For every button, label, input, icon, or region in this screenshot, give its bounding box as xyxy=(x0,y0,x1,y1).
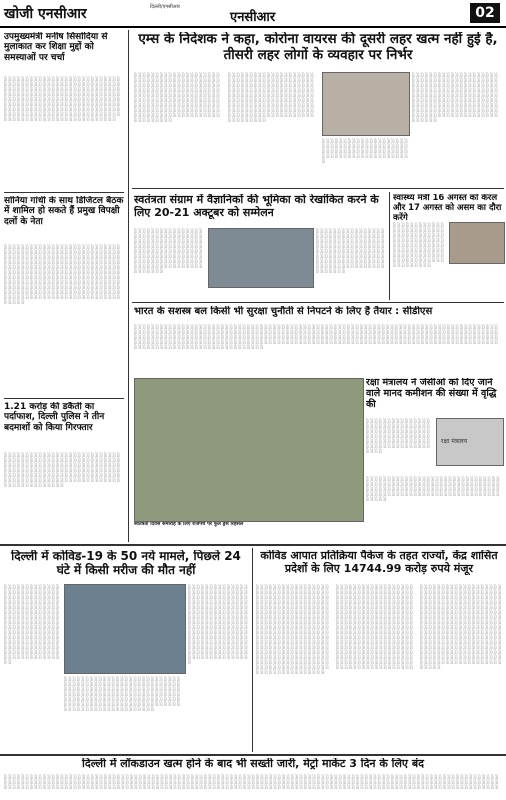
package-body-col2: ░ ░ ░ ░ ░ ░ ░ ░ ░ ░ ░ ░ ░ ░ ░ ░ ░ ░ ░ ░ ░ ░ ░ ░ ░ ░ ░ ░ ░ ░ ░ ░ ░ ░ ░ ░ ░ ░ ░ ░ ░ ░ ░ ░ ░ ░ ░ ░ ░ ░ ░ ░ ░ ░ ░ ░ ░ ░ ░ ░ ░ ░ ░ ░ ░ ░ ░ ░ ░ ░ ░ ░ ░ ░ ░ ░ ░ ░ ░ ░ ░ ░ ░ ░ ░ ░ ░ ░ ░ ░ ░ ░ ░ ░ ░ ░ ░ ░ ░ ░ ░ ░ ░ ░ ░ ░ ░ ░ ░ ░ ░ ░ ░ ░ ░ ░ ░ ░ ░ ░ ░ ░ ░ ░ ░ ░ ░ ░ ░ ░ ░ ░ ░ ░ ░ ░ ░ ░ ░ ░ ░ ░ ░ ░ ░ ░ ░ ░ ░ ░ ░ ░ ░ ░ ░ ░ ░ ░ ░ ░ ░ ░ ░ ░ ░ ░ ░ ░ ░ ░ ░ ░ ░ ░ ░ ░ ░ ░ ░ ░ ░ ░ ░ ░ ░ ░ ░ ░ ░ ░ ░ ░ ░ ░ ░ ░ ░ ░ ░ ░ ░ ░ ░ ░ ░ ░ ░ ░ ░ ░ ░ ░ ░ ░ ░ ░ ░ ░ ░ ░ ░ ░ ░ ░ ░ ░ ░ ░ ░ ░ ░ ░ ░ ░ ░ ░ ░ ░ ░ ░ ░ ░ ░ ░ ░ ░ ░ ░ ░ ░ ░ ░ ░ ░ ░ ░ ░ ░ ░ ░ ░ ░ ░ ░ ░ ░ ░ ░ ░ ░ ░ ░ ░ ░ ░ ░ ░ ░ ░ ░ ░ ░ ░ ░ ░ ░ ░ ░ ░ ░ ░ ░ ░ ░ ░ ░ ░ ░ ░ ░ ░ ░ ░ ░ ░ ░ xyxy=(336,584,413,669)
lead-body-col1: ░ ░ ░ ░ ░ ░ ░ ░ ░ ░ ░ ░ ░ ░ ░ ░ ░ ░ ░ ░ ░ ░ ░ ░ ░ ░ ░ ░ ░ ░ ░ ░ ░ ░ ░ ░ ░ ░ ░ ░ ░ ░ ░ ░ ░ ░ ░ ░ ░ ░ ░ ░ ░ ░ ░ ░ ░ ░ ░ ░ ░ ░ ░ ░ ░ ░ ░ ░ ░ ░ ░ ░ ░ ░ ░ ░ ░ ░ ░ ░ ░ ░ ░ ░ ░ ░ ░ ░ ░ ░ ░ ░ ░ ░ ░ ░ ░ ░ ░ ░ ░ ░ ░ ░ ░ ░ ░ ░ ░ ░ ░ ░ ░ ░ ░ ░ ░ ░ ░ ░ ░ ░ ░ ░ ░ ░ ░ ░ ░ ░ ░ ░ ░ ░ ░ ░ ░ ░ ░ ░ ░ ░ ░ ░ ░ ░ ░ ░ ░ ░ ░ ░ ░ ░ ░ ░ ░ ░ ░ ░ ░ ░ ░ ░ ░ ░ ░ ░ ░ ░ ░ ░ ░ ░ ░ ░ ░ ░ ░ ░ ░ ░ ░ ░ ░ ░ ░ ░ ░ xyxy=(134,72,220,122)
package-body-col1: ░ ░ ░ ░ ░ ░ ░ ░ ░ ░ ░ ░ ░ ░ ░ ░ ░ ░ ░ ░ ░ ░ ░ ░ ░ ░ ░ ░ ░ ░ ░ ░ ░ ░ ░ ░ ░ ░ ░ ░ ░ ░ ░ ░ ░ ░ ░ ░ ░ ░ ░ ░ ░ ░ ░ ░ ░ ░ ░ ░ ░ ░ ░ ░ ░ ░ ░ ░ ░ ░ ░ ░ ░ ░ ░ ░ ░ ░ ░ ░ ░ ░ ░ ░ ░ ░ ░ ░ ░ ░ ░ ░ ░ ░ ░ ░ ░ ░ ░ ░ ░ ░ ░ ░ ░ ░ ░ ░ ░ ░ ░ ░ ░ ░ ░ ░ ░ ░ ░ ░ ░ ░ ░ ░ ░ ░ ░ ░ ░ ░ ░ ░ ░ ░ ░ ░ ░ ░ ░ ░ ░ ░ ░ ░ ░ ░ ░ ░ ░ ░ ░ ░ ░ ░ ░ ░ ░ ░ ░ ░ ░ ░ ░ ░ ░ ░ ░ ░ ░ ░ ░ ░ ░ ░ ░ ░ ░ ░ ░ ░ ░ ░ ░ ░ ░ ░ ░ ░ ░ ░ ░ ░ ░ ░ ░ ░ ░ ░ ░ ░ ░ ░ ░ ░ ░ ░ ░ ░ ░ ░ ░ ░ ░ ░ ░ ░ ░ ░ ░ ░ ░ ░ ░ ░ ░ ░ ░ ░ ░ ░ ░ ░ ░ ░ ░ ░ ░ ░ ░ ░ ░ ░ ░ ░ ░ ░ ░ ░ ░ ░ ░ ░ ░ ░ ░ ░ ░ ░ ░ ░ ░ ░ ░ ░ ░ ░ ░ ░ ░ ░ ░ ░ ░ ░ ░ ░ ░ ░ ░ ░ ░ ░ ░ ░ ░ ░ ░ ░ ░ ░ ░ ░ ░ ░ ░ ░ ░ ░ ░ ░ ░ ░ ░ ░ ░ xyxy=(256,584,329,674)
health-minister-body: ░ ░ ░ ░ ░ ░ ░ ░ ░ ░ ░ ░ ░ ░ ░ ░ ░ ░ ░ ░ ░ ░ ░ ░ ░ ░ ░ ░ ░ ░ ░ ░ ░ ░ ░ ░ ░ ░ ░ ░ ░ ░ ░ ░ ░ ░ ░ ░ ░ ░ ░ ░ ░ ░ ░ ░ ░ ░ ░ ░ ░ ░ ░ ░ ░ ░ ░ ░ ░ ░ ░ ░ ░ ░ ░ ░ ░ ░ ░ ░ ░ ░ ░ ░ ░ ░ ░ ░ ░ ░ ░ ░ ░ ░ ░ ░ ░ ░ ░ ░ ░ ░ ░ ░ ░ xyxy=(393,222,444,267)
page-number: 02 xyxy=(470,3,500,23)
defence-body-lower: ░ ░ ░ ░ ░ ░ ░ ░ ░ ░ ░ ░ ░ ░ ░ ░ ░ ░ ░ ░ ░ ░ ░ ░ ░ ░ ░ ░ ░ ░ ░ ░ ░ ░ ░ ░ ░ ░ ░ ░ ░ ░ ░ ░ ░ ░ ░ ░ ░ ░ ░ ░ ░ ░ ░ ░ ░ ░ ░ ░ ░ ░ ░ ░ ░ ░ ░ ░ ░ ░ ░ ░ ░ ░ ░ ░ ░ ░ ░ ░ ░ ░ ░ ░ ░ ░ ░ ░ ░ ░ ░ ░ ░ ░ ░ ░ ░ ░ ░ ░ ░ ░ ░ ░ ░ ░ ░ ░ ░ ░ ░ ░ ░ ░ ░ ░ ░ ░ ░ ░ ░ ░ ░ ░ ░ ░ ░ ░ ░ xyxy=(366,476,500,501)
health-minister-headline: स्वास्थ्य मंत्री 16 अगस्त को केरल और 17 अगस्त को असम का दौरा करेंगे xyxy=(393,194,502,223)
divider xyxy=(0,754,506,756)
left-story2-body: ░ ░ ░ ░ ░ ░ ░ ░ ░ ░ ░ ░ ░ ░ ░ ░ ░ ░ ░ ░ ░ ░ ░ ░ ░ ░ ░ ░ ░ ░ ░ ░ ░ ░ ░ ░ ░ ░ ░ ░ ░ ░ ░ ░ ░ ░ ░ ░ ░ ░ ░ ░ ░ ░ ░ ░ ░ ░ ░ ░ ░ ░ ░ ░ ░ ░ ░ ░ ░ ░ ░ ░ ░ ░ ░ ░ ░ ░ ░ ░ ░ ░ ░ ░ ░ ░ ░ ░ ░ ░ ░ ░ ░ ░ ░ ░ ░ ░ ░ ░ ░ ░ ░ ░ ░ ░ ░ ░ ░ ░ ░ ░ ░ ░ ░ ░ ░ ░ ░ ░ ░ ░ ░ ░ ░ ░ ░ ░ ░ ░ ░ ░ ░ ░ ░ ░ ░ ░ ░ ░ ░ ░ ░ ░ ░ ░ ░ ░ ░ ░ ░ ░ ░ ░ ░ ░ ░ ░ ░ ░ ░ ░ ░ ░ ░ ░ ░ ░ ░ ░ ░ ░ ░ ░ ░ ░ ░ ░ ░ ░ ░ ░ ░ ░ ░ ░ ░ ░ ░ ░ ░ ░ ░ ░ ░ ░ ░ ░ ░ ░ ░ ░ ░ ░ ░ ░ ░ ░ ░ ░ ░ ░ ░ ░ ░ ░ ░ ░ ░ ░ ░ ░ ░ ░ ░ ░ ░ ░ ░ ░ ░ ░ ░ ░ ░ ░ ░ ░ ░ ░ ░ ░ ░ ░ ░ ░ ░ ░ ░ ░ ░ ░ ░ ░ ░ ░ ░ ░ ░ ░ ░ ░ ░ ░ ░ ░ ░ ░ ░ ░ ░ ░ ░ ░ ░ ░ ░ ░ ░ ░ ░ ░ ░ ░ ░ ░ ░ ░ ░ ░ ░ ░ ░ ░ ░ ░ ░ ░ ░ ░ ░ ░ xyxy=(4,244,121,304)
left-story3-body: ░ ░ ░ ░ ░ ░ ░ ░ ░ ░ ░ ░ ░ ░ ░ ░ ░ ░ ░ ░ ░ ░ ░ ░ ░ ░ ░ ░ ░ ░ ░ ░ ░ ░ ░ ░ ░ ░ ░ ░ ░ ░ ░ ░ ░ ░ ░ ░ ░ ░ ░ ░ ░ ░ ░ ░ ░ ░ ░ ░ ░ ░ ░ ░ ░ ░ ░ ░ ░ ░ ░ ░ ░ ░ ░ ░ ░ ░ ░ ░ ░ ░ ░ ░ ░ ░ ░ ░ ░ ░ ░ ░ ░ ░ ░ ░ ░ ░ ░ ░ ░ ░ ░ ░ ░ ░ ░ ░ ░ ░ ░ ░ ░ ░ ░ ░ ░ ░ ░ ░ ░ ░ ░ ░ ░ ░ ░ ░ ░ ░ ░ ░ ░ ░ ░ ░ ░ ░ ░ ░ ░ ░ ░ ░ ░ ░ ░ ░ ░ ░ ░ ░ ░ ░ ░ ░ ░ ░ ░ ░ ░ ░ ░ ░ ░ ░ ░ ░ ░ ░ ░ ░ ░ ░ ░ ░ xyxy=(4,452,121,487)
divider xyxy=(0,544,506,546)
package-body-col3: ░ ░ ░ ░ ░ ░ ░ ░ ░ ░ ░ ░ ░ ░ ░ ░ ░ ░ ░ ░ ░ ░ ░ ░ ░ ░ ░ ░ ░ ░ ░ ░ ░ ░ ░ ░ ░ ░ ░ ░ ░ ░ ░ ░ ░ ░ ░ ░ ░ ░ ░ ░ ░ ░ ░ ░ ░ ░ ░ ░ ░ ░ ░ ░ ░ ░ ░ ░ ░ ░ ░ ░ ░ ░ ░ ░ ░ ░ ░ ░ ░ ░ ░ ░ ░ ░ ░ ░ ░ ░ ░ ░ ░ ░ ░ ░ ░ ░ ░ ░ ░ ░ ░ ░ ░ ░ ░ ░ ░ ░ ░ ░ ░ ░ ░ ░ ░ ░ ░ ░ ░ ░ ░ ░ ░ ░ ░ ░ ░ ░ ░ ░ ░ ░ ░ ░ ░ ░ ░ ░ ░ ░ ░ ░ ░ ░ ░ ░ ░ ░ ░ ░ ░ ░ ░ ░ ░ ░ ░ ░ ░ ░ ░ ░ ░ ░ ░ ░ ░ ░ ░ ░ ░ ░ ░ ░ ░ ░ ░ ░ ░ ░ ░ ░ ░ ░ ░ ░ ░ ░ ░ ░ ░ ░ ░ ░ ░ ░ ░ ░ ░ ░ ░ ░ ░ ░ ░ ░ ░ ░ ░ ░ ░ ░ ░ ░ ░ ░ ░ ░ ░ ░ ░ ░ ░ ░ ░ ░ ░ ░ ░ ░ ░ ░ ░ ░ ░ ░ ░ ░ ░ ░ ░ ░ ░ ░ ░ ░ ░ ░ ░ ░ ░ ░ ░ ░ ░ ░ ░ ░ ░ ░ ░ ░ ░ ░ ░ ░ ░ ░ ░ ░ ░ ░ ░ ░ ░ ░ ░ ░ ░ ░ ░ ░ ░ ░ ░ ░ ░ ░ ░ ░ ░ ░ ░ ░ ░ ░ ░ ░ ░ ░ ░ ░ ░ ░ ░ ░ ░ xyxy=(420,584,502,669)
delhi-covid-body-col2: ░ ░ ░ ░ ░ ░ ░ ░ ░ ░ ░ ░ ░ ░ ░ ░ ░ ░ ░ ░ ░ ░ ░ ░ ░ ░ ░ ░ ░ ░ ░ ░ ░ ░ ░ ░ ░ ░ ░ ░ ░ ░ ░ ░ ░ ░ ░ ░ ░ ░ ░ ░ ░ ░ ░ ░ ░ ░ ░ ░ ░ ░ ░ ░ ░ ░ ░ ░ ░ ░ ░ ░ ░ ░ ░ ░ ░ ░ ░ ░ ░ ░ ░ ░ ░ ░ ░ ░ ░ ░ ░ ░ ░ ░ ░ ░ ░ ░ ░ ░ ░ ░ ░ ░ ░ ░ ░ ░ ░ ░ ░ ░ ░ ░ ░ ░ ░ ░ ░ ░ ░ ░ ░ ░ ░ ░ ░ ░ ░ ░ ░ ░ ░ ░ ░ ░ ░ ░ ░ ░ ░ ░ ░ ░ ░ ░ ░ ░ ░ ░ ░ ░ ░ ░ ░ ░ ░ ░ ░ ░ ░ ░ ░ ░ ░ ░ ░ ░ ░ ░ ░ ░ ░ ░ ░ ░ ░ ░ ░ ░ ░ ░ ░ xyxy=(64,676,181,711)
left-story3-headline: 1.21 करोड़ की डकैती का पर्दाफाश, दिल्ली पुलिस ने तीन बदमाशों को किया गिरफ्तार xyxy=(4,402,105,433)
section-title: एनसीआर xyxy=(230,10,276,25)
lead-body-col3: ░ ░ ░ ░ ░ ░ ░ ░ ░ ░ ░ ░ ░ ░ ░ ░ ░ ░ ░ ░ ░ ░ ░ ░ ░ ░ ░ ░ ░ ░ ░ ░ ░ ░ ░ ░ ░ ░ ░ ░ ░ ░ ░ ░ ░ ░ ░ ░ ░ ░ ░ ░ ░ ░ ░ ░ ░ ░ ░ ░ ░ ░ ░ ░ ░ ░ ░ ░ ░ ░ ░ ░ ░ ░ ░ ░ ░ ░ ░ ░ ░ xyxy=(322,138,408,163)
defence-photo-text: रक्षा मंत्रालय xyxy=(441,438,468,445)
delhi-covid-photo xyxy=(64,584,186,674)
lead-headline: एम्स के निदेशक ने कहा, कोरोना वायरस की दूसरी लहर खत्म नहीं हुई है, तीसरी लहर लोगों के व्यवहार पर निर्भर xyxy=(138,32,498,63)
science-body-col2: ░ ░ ░ ░ ░ ░ ░ ░ ░ ░ ░ ░ ░ ░ ░ ░ ░ ░ ░ ░ ░ ░ ░ ░ ░ ░ ░ ░ ░ ░ ░ ░ ░ ░ ░ ░ ░ ░ ░ ░ ░ ░ ░ ░ ░ ░ ░ ░ ░ ░ ░ ░ ░ ░ ░ ░ ░ ░ ░ ░ ░ ░ ░ ░ ░ ░ ░ ░ ░ ░ ░ ░ ░ ░ ░ ░ ░ ░ ░ ░ ░ ░ ░ ░ ░ ░ ░ ░ ░ ░ ░ ░ ░ ░ ░ ░ ░ ░ ░ ░ ░ ░ ░ ░ ░ ░ ░ ░ ░ ░ ░ ░ ░ ░ ░ ░ ░ ░ ░ ░ ░ ░ ░ ░ ░ ░ ░ ░ ░ ░ ░ ░ ░ ░ ░ xyxy=(316,228,385,273)
divider xyxy=(4,398,124,399)
column-rule xyxy=(389,192,390,300)
lead-body-col2: ░ ░ ░ ░ ░ ░ ░ ░ ░ ░ ░ ░ ░ ░ ░ ░ ░ ░ ░ ░ ░ ░ ░ ░ ░ ░ ░ ░ ░ ░ ░ ░ ░ ░ ░ ░ ░ ░ ░ ░ ░ ░ ░ ░ ░ ░ ░ ░ ░ ░ ░ ░ ░ ░ ░ ░ ░ ░ ░ ░ ░ ░ ░ ░ ░ ░ ░ ░ ░ ░ ░ ░ ░ ░ ░ ░ ░ ░ ░ ░ ░ ░ ░ ░ ░ ░ ░ ░ ░ ░ ░ ░ ░ ░ ░ ░ ░ ░ ░ ░ ░ ░ ░ ░ ░ ░ ░ ░ ░ ░ ░ ░ ░ ░ ░ ░ ░ ░ ░ ░ ░ ░ ░ ░ ░ ░ ░ ░ ░ ░ ░ ░ ░ ░ ░ ░ ░ ░ ░ ░ ░ ░ ░ ░ ░ ░ ░ ░ ░ ░ ░ ░ ░ ░ ░ ░ ░ ░ ░ ░ ░ ░ ░ ░ ░ ░ ░ ░ ░ ░ ░ ░ ░ ░ ░ ░ ░ ░ ░ ░ ░ ░ ░ ░ ░ ░ ░ ░ ░ xyxy=(228,72,314,122)
left-story2-headline: सोनिया गांधी के साथ डिजिटल बैठक में शामिल हो सकते हैं प्रमुख विपक्षी दलों के नेता xyxy=(4,196,124,227)
left-story1-body: ░ ░ ░ ░ ░ ░ ░ ░ ░ ░ ░ ░ ░ ░ ░ ░ ░ ░ ░ ░ ░ ░ ░ ░ ░ ░ ░ ░ ░ ░ ░ ░ ░ ░ ░ ░ ░ ░ ░ ░ ░ ░ ░ ░ ░ ░ ░ ░ ░ ░ ░ ░ ░ ░ ░ ░ ░ ░ ░ ░ ░ ░ ░ ░ ░ ░ ░ ░ ░ ░ ░ ░ ░ ░ ░ ░ ░ ░ ░ ░ ░ ░ ░ ░ ░ ░ ░ ░ ░ ░ ░ ░ ░ ░ ░ ░ ░ ░ ░ ░ ░ ░ ░ ░ ░ ░ ░ ░ ░ ░ ░ ░ ░ ░ ░ ░ ░ ░ ░ ░ ░ ░ ░ ░ ░ ░ ░ ░ ░ ░ ░ ░ ░ ░ ░ ░ ░ ░ ░ ░ ░ ░ ░ ░ ░ ░ ░ ░ ░ ░ ░ ░ ░ ░ ░ ░ ░ ░ ░ ░ ░ ░ ░ ░ ░ ░ ░ ░ ░ ░ ░ ░ ░ ░ ░ ░ ░ ░ ░ ░ ░ ░ ░ ░ ░ ░ ░ ░ ░ ░ ░ ░ ░ ░ ░ ░ ░ ░ ░ ░ ░ ░ ░ ░ ░ ░ ░ ░ ░ ░ ░ ░ ░ ░ ░ ░ ░ ░ ░ ░ ░ ░ ░ ░ ░ ░ ░ ░ ░ ░ ░ ░ ░ ░ ░ ░ ░ ░ ░ ░ ░ ░ xyxy=(4,76,121,121)
divider xyxy=(132,302,504,303)
masthead-title: खोजी एनसीआर xyxy=(4,6,87,22)
science-body-col1: ░ ░ ░ ░ ░ ░ ░ ░ ░ ░ ░ ░ ░ ░ ░ ░ ░ ░ ░ ░ ░ ░ ░ ░ ░ ░ ░ ░ ░ ░ ░ ░ ░ ░ ░ ░ ░ ░ ░ ░ ░ ░ ░ ░ ░ ░ ░ ░ ░ ░ ░ ░ ░ ░ ░ ░ ░ ░ ░ ░ ░ ░ ░ ░ ░ ░ ░ ░ ░ ░ ░ ░ ░ ░ ░ ░ ░ ░ ░ ░ ░ ░ ░ ░ ░ ░ ░ ░ ░ ░ ░ ░ ░ ░ ░ ░ ░ ░ ░ ░ ░ ░ ░ ░ ░ ░ ░ ░ ░ ░ ░ ░ ░ ░ ░ ░ ░ ░ ░ ░ ░ ░ ░ ░ ░ ░ ░ ░ ░ ░ ░ ░ ░ ░ ░ xyxy=(134,228,203,273)
delhi-covid-body-col1: ░ ░ ░ ░ ░ ░ ░ ░ ░ ░ ░ ░ ░ ░ ░ ░ ░ ░ ░ ░ ░ ░ ░ ░ ░ ░ ░ ░ ░ ░ ░ ░ ░ ░ ░ ░ ░ ░ ░ ░ ░ ░ ░ ░ ░ ░ ░ ░ ░ ░ ░ ░ ░ ░ ░ ░ ░ ░ ░ ░ ░ ░ ░ ░ ░ ░ ░ ░ ░ ░ ░ ░ ░ ░ ░ ░ ░ ░ ░ ░ ░ ░ ░ ░ ░ ░ ░ ░ ░ ░ ░ ░ ░ ░ ░ ░ ░ ░ ░ ░ ░ ░ ░ ░ ░ ░ ░ ░ ░ ░ ░ ░ ░ ░ ░ ░ ░ ░ ░ ░ ░ ░ ░ ░ ░ ░ ░ ░ ░ ░ ░ ░ ░ ░ ░ ░ ░ ░ ░ ░ ░ ░ ░ ░ ░ ░ ░ ░ ░ ░ ░ ░ ░ ░ ░ ░ ░ ░ ░ ░ ░ ░ ░ ░ ░ ░ ░ ░ ░ ░ ░ ░ ░ ░ ░ ░ ░ ░ ░ ░ ░ ░ ░ ░ ░ ░ ░ ░ ░ ░ ░ ░ ░ ░ ░ ░ ░ xyxy=(4,584,60,664)
delhi-covid-headline: दिल्ली में कोविड-19 के 50 नये मामले, पिछले 24 घंटे में किसी मरीज की मौत नहीं xyxy=(11,550,241,577)
package-headline: कोविड आपात प्रतिक्रिया पैकेज के तहत राज्यों, केंद्र शासित प्रदेशों के लिए 14744.99 करोड़ रुपये मंजूर xyxy=(260,550,498,575)
divider xyxy=(132,188,504,189)
lead-body-col4: ░ ░ ░ ░ ░ ░ ░ ░ ░ ░ ░ ░ ░ ░ ░ ░ ░ ░ ░ ░ ░ ░ ░ ░ ░ ░ ░ ░ ░ ░ ░ ░ ░ ░ ░ ░ ░ ░ ░ ░ ░ ░ ░ ░ ░ ░ ░ ░ ░ ░ ░ ░ ░ ░ ░ ░ ░ ░ ░ ░ ░ ░ ░ ░ ░ ░ ░ ░ ░ ░ ░ ░ ░ ░ ░ ░ ░ ░ ░ ░ ░ ░ ░ ░ ░ ░ ░ ░ ░ ░ ░ ░ ░ ░ ░ ░ ░ ░ ░ ░ ░ ░ ░ ░ ░ ░ ░ ░ ░ ░ ░ ░ ░ ░ ░ ░ ░ ░ ░ ░ ░ ░ ░ ░ ░ ░ ░ ░ ░ ░ ░ ░ ░ ░ ░ ░ ░ ░ ░ ░ ░ ░ ░ ░ ░ ░ ░ ░ ░ ░ ░ ░ ░ ░ ░ ░ ░ ░ ░ ░ ░ ░ ░ ░ ░ ░ ░ ░ ░ ░ ░ ░ ░ ░ ░ ░ ░ ░ ░ ░ ░ ░ ░ ░ ░ ░ xyxy=(412,72,498,122)
left-story1-headline: उपमुख्यमंत्री मनीष सिसोदिया से मुलाकात कर शिक्षा मुद्दों को समस्याओं पर चर्चा xyxy=(4,32,108,63)
lockdown-headline: दिल्ली में लॉकडाउन खत्म होने के बाद भी सख्ती जारी, मेट्रो मार्केट 3 दिन के लिए बंद xyxy=(82,758,424,770)
cds-body: ░ ░ ░ ░ ░ ░ ░ ░ ░ ░ ░ ░ ░ ░ ░ ░ ░ ░ ░ ░ ░ ░ ░ ░ ░ ░ ░ ░ ░ ░ ░ ░ ░ ░ ░ ░ ░ ░ ░ ░ ░ ░ ░ ░ ░ ░ ░ ░ ░ ░ ░ ░ ░ ░ ░ ░ ░ ░ ░ ░ ░ ░ ░ ░ ░ ░ ░ ░ ░ ░ ░ ░ ░ ░ ░ ░ ░ ░ ░ ░ ░ ░ ░ ░ ░ ░ ░ ░ ░ ░ ░ ░ ░ ░ ░ ░ ░ ░ ░ ░ ░ ░ ░ ░ ░ ░ ░ ░ ░ ░ ░ ░ ░ ░ ░ ░ ░ ░ ░ ░ ░ ░ ░ ░ ░ ░ ░ ░ ░ ░ ░ ░ ░ ░ ░ ░ ░ ░ ░ ░ ░ ░ ░ ░ ░ ░ ░ ░ ░ ░ ░ ░ ░ ░ ░ ░ ░ ░ ░ ░ ░ ░ ░ ░ ░ ░ ░ ░ ░ ░ ░ ░ ░ ░ ░ ░ ░ ░ ░ ░ ░ ░ ░ ░ ░ ░ ░ ░ ░ ░ ░ ░ ░ ░ ░ ░ ░ ░ ░ ░ ░ ░ ░ ░ ░ ░ ░ ░ ░ ░ ░ ░ ░ ░ ░ ░ ░ ░ ░ ░ ░ ░ ░ ░ ░ ░ ░ ░ ░ ░ ░ ░ ░ ░ ░ ░ ░ ░ ░ ░ ░ ░ ░ ░ ░ ░ ░ ░ ░ ░ ░ ░ ░ ░ ░ ░ ░ ░ ░ ░ ░ ░ ░ ░ ░ ░ ░ ░ ░ ░ ░ ░ ░ ░ ░ ░ ░ ░ ░ ░ ░ ░ ░ ░ ░ ░ ░ ░ ░ ░ ░ ░ ░ ░ ░ ░ ░ ░ ░ ░ ░ ░ ░ ░ ░ ░ ░ ░ ░ ░ ░ ░ ░ ░ ░ ░ ░ ░ ░ ░ ░ ░ ░ ░ ░ ░ ░ ░ ░ ░ ░ ░ ░ ░ ░ ░ ░ ░ ░ ░ ░ ░ ░ ░ ░ ░ ░ ░ ░ ░ ░ ░ ░ ░ ░ ░ ░ ░ ░ ░ ░ ░ ░ ░ ░ ░ xyxy=(134,324,498,349)
parade-caption: स्वतंत्रता दिवस समारोह के लिए राजपथ पर फुल ड्रेस रिहर्सल xyxy=(134,522,244,527)
column-rule xyxy=(128,30,129,542)
masthead xyxy=(0,0,506,28)
column-rule xyxy=(252,548,253,752)
lead-photo xyxy=(322,72,410,136)
cds-headline: भारत के सशस्त्र बल किसी भी सुरक्षा चुनौती से निपटने के लिए हैं तैयार : सीडीएस xyxy=(134,306,433,317)
science-headline: स्वतंत्रता संग्राम में वैज्ञानिकों की भूमिका को रेखांकित करने के लिए 20-21 अक्टूबर को सम्मेलन xyxy=(134,194,379,219)
defence-headline: रक्षा मंत्रालय ने जेसीओ को दिए जाने वाले मानद कमीशन की संख्या में वृद्धि की xyxy=(366,378,497,410)
delhi-covid-body-col3: ░ ░ ░ ░ ░ ░ ░ ░ ░ ░ ░ ░ ░ ░ ░ ░ ░ ░ ░ ░ ░ ░ ░ ░ ░ ░ ░ ░ ░ ░ ░ ░ ░ ░ ░ ░ ░ ░ ░ ░ ░ ░ ░ ░ ░ ░ ░ ░ ░ ░ ░ ░ ░ ░ ░ ░ ░ ░ ░ ░ ░ ░ ░ ░ ░ ░ ░ ░ ░ ░ ░ ░ ░ ░ ░ ░ ░ ░ ░ ░ ░ ░ ░ ░ ░ ░ ░ ░ ░ ░ ░ ░ ░ ░ ░ ░ ░ ░ ░ ░ ░ ░ ░ ░ ░ ░ ░ ░ ░ ░ ░ ░ ░ ░ ░ ░ ░ ░ ░ ░ ░ ░ ░ ░ ░ ░ ░ ░ ░ ░ ░ ░ ░ ░ ░ ░ ░ ░ ░ ░ ░ ░ ░ ░ ░ ░ ░ ░ ░ ░ ░ ░ ░ ░ ░ ░ ░ ░ ░ ░ ░ ░ ░ ░ ░ ░ ░ ░ ░ ░ ░ ░ ░ ░ ░ ░ ░ ░ ░ ░ ░ ░ ░ ░ ░ ░ ░ ░ ░ ░ ░ ░ ░ ░ ░ ░ ░ ░ ░ ░ ░ ░ ░ ░ ░ ░ ░ ░ ░ ░ ░ xyxy=(188,584,248,664)
science-photo xyxy=(208,228,314,288)
parade-photo xyxy=(134,378,364,522)
health-minister-photo xyxy=(449,222,505,264)
defence-photo xyxy=(436,418,504,466)
defence-body: ░ ░ ░ ░ ░ ░ ░ ░ ░ ░ ░ ░ ░ ░ ░ ░ ░ ░ ░ ░ ░ ░ ░ ░ ░ ░ ░ ░ ░ ░ ░ ░ ░ ░ ░ ░ ░ ░ ░ ░ ░ ░ ░ ░ ░ ░ ░ ░ ░ ░ ░ ░ ░ ░ ░ ░ ░ ░ ░ ░ ░ ░ ░ ░ ░ ░ ░ ░ ░ ░ ░ ░ ░ ░ ░ ░ ░ ░ ░ ░ ░ ░ ░ ░ ░ ░ ░ ░ ░ ░ ░ ░ ░ ░ xyxy=(366,418,430,453)
masthead-date: दिल्ली/एनसीआर xyxy=(150,4,180,10)
divider xyxy=(4,192,124,193)
lockdown-body: ░ ░ ░ ░ ░ ░ ░ ░ ░ ░ ░ ░ ░ ░ ░ ░ ░ ░ ░ ░ ░ ░ ░ ░ ░ ░ ░ ░ ░ ░ ░ ░ ░ ░ ░ ░ ░ ░ ░ ░ ░ ░ ░ ░ ░ ░ ░ ░ ░ ░ ░ ░ ░ ░ ░ ░ ░ ░ ░ ░ ░ ░ ░ ░ ░ ░ ░ ░ ░ ░ ░ ░ ░ ░ ░ ░ ░ ░ ░ ░ ░ ░ ░ ░ ░ ░ ░ ░ ░ ░ ░ ░ ░ ░ ░ ░ ░ ░ ░ ░ ░ ░ ░ ░ ░ ░ ░ ░ ░ ░ ░ ░ ░ ░ ░ ░ ░ ░ ░ ░ ░ ░ ░ ░ ░ ░ ░ ░ ░ ░ ░ ░ ░ ░ ░ ░ ░ ░ ░ ░ ░ ░ ░ ░ ░ ░ ░ ░ ░ ░ ░ ░ ░ ░ ░ ░ ░ ░ ░ ░ ░ ░ ░ ░ ░ ░ ░ ░ ░ ░ ░ ░ ░ ░ ░ ░ ░ ░ ░ ░ ░ ░ ░ ░ ░ ░ ░ ░ ░ ░ ░ ░ ░ ░ ░ ░ ░ ░ ░ ░ ░ ░ ░ ░ ░ ░ ░ ░ ░ ░ ░ ░ ░ ░ ░ ░ ░ ░ ░ ░ ░ ░ ░ ░ ░ ░ ░ ░ ░ ░ ░ ░ ░ ░ ░ ░ ░ ░ ░ ░ ░ ░ ░ ░ ░ ░ ░ ░ ░ ░ ░ ░ ░ ░ ░ ░ ░ ░ ░ ░ ░ ░ ░ ░ ░ ░ ░ ░ ░ ░ ░ ░ ░ ░ ░ ░ ░ ░ ░ ░ ░ ░ ░ ░ ░ ░ ░ ░ ░ ░ ░ ░ ░ ░ ░ ░ ░ ░ ░ ░ ░ ░ ░ ░ ░ ░ ░ ░ ░ ░ ░ ░ ░ ░ ░ ░ ░ ░ ░ ░ ░ ░ ░ ░ ░ ░ ░ ░ ░ ░ ░ ░ ░ ░ ░ ░ ░ ░ ░ ░ ░ ░ xyxy=(4,774,499,789)
